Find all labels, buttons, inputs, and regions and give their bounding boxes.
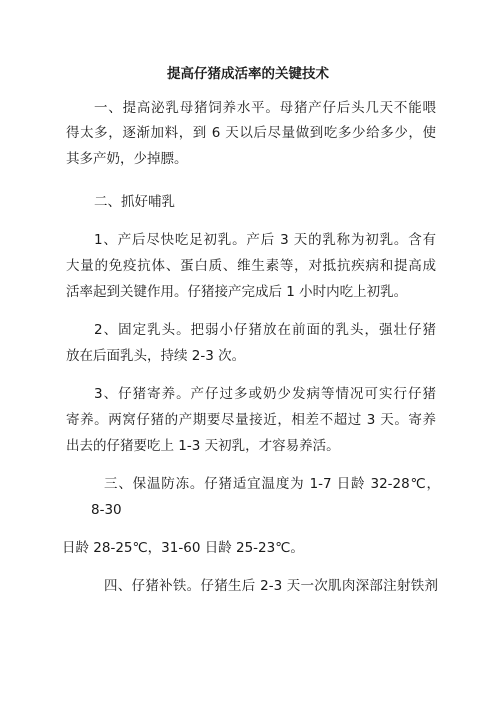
paragraph-line: 得太多，逐渐加料，到 6 天以后尽量做到吃多少给多少，使	[66, 125, 436, 141]
section-heading: 二、抓好哺乳	[94, 194, 175, 210]
paragraph-line: 1、产后尽快吃足初乳。产后 3 天的乳称为初乳。含有	[94, 232, 436, 248]
paragraph-line: 其多产奶，少掉膘。	[66, 151, 188, 167]
paragraph-line: 出去的仔猪要吃上 1-3 天初乳，才容易养活。	[66, 438, 340, 454]
paragraph-line: 放在后面乳头，持续 2-3 次。	[66, 348, 246, 364]
paragraph-line: 寄养。两窝仔猪的产期要尽量接近，相差不超过 3 天。寄养	[66, 412, 436, 428]
paragraph-line: 大量的免疫抗体、蛋白质、维生素等，对抵抗疾病和提高成	[66, 258, 436, 274]
paragraph-line: 日龄 28-25℃，31-60 日龄 25-23℃。	[62, 540, 304, 556]
paragraph-line: 2、固定乳头。把弱小仔猪放在前面的乳头，强壮仔猪	[94, 322, 436, 338]
paragraph-line: 四、仔猪补铁。仔猪生后 2-3 天一次肌肉深部注射铁剂	[104, 578, 438, 594]
paragraph-line: 3、仔猪寄养。产仔过多或奶少发病等情况可实行仔猪	[94, 386, 436, 402]
document-title: 提高仔猪成活率的关键技术	[167, 66, 329, 82]
paragraph-line: 一、提高泌乳母猪饲养水平。母猪产仔后头几天不能喂	[94, 100, 436, 116]
paragraph-line: 活率起到关键作用。仔猪接产完成后 1 小时内吃上初乳。	[66, 284, 408, 300]
paragraph-line: 三、保温防冻。仔猪适宜温度为 1-7 日龄 32-28℃，	[104, 476, 440, 492]
paragraph-line: 8-30	[91, 502, 122, 518]
